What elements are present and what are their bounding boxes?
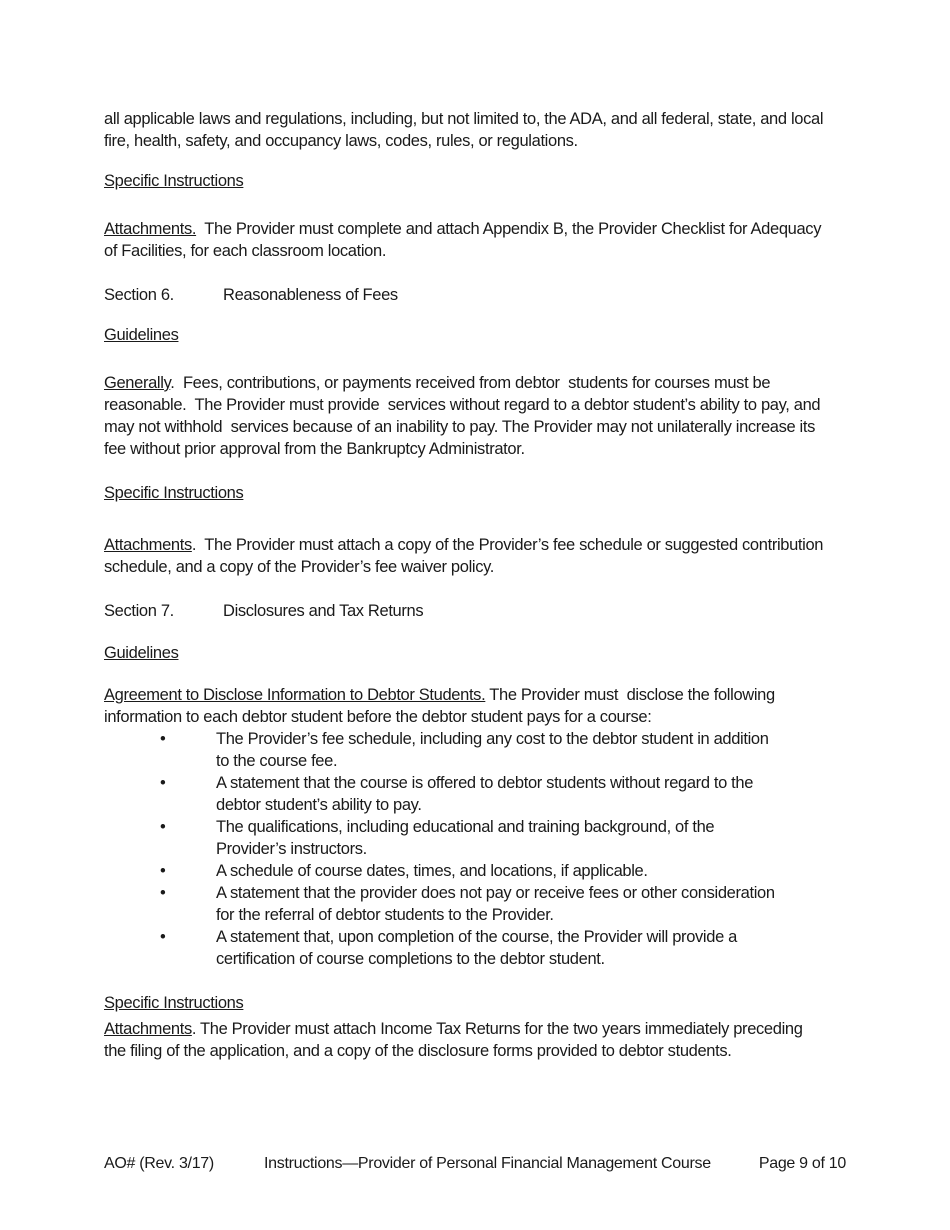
section-number: Section 7. <box>104 602 174 620</box>
list-item <box>104 728 784 772</box>
list-item-text: A schedule of course dates, times, and locations, if applicable. <box>216 862 648 880</box>
list-item-text: A statement that the provider does not pay or receive fees or other consideration for the referral of debtor students to the Provider. <box>216 884 775 924</box>
form-id: AO# (Rev. 3/17) <box>104 1155 214 1172</box>
generally-text: . Fees, contributions, or payments received from debtor students for courses must be reasonable. The Provider must provide services without regard to a debtor student’s ability to pay, and may not withhold services because of an inability to pay. The Provider may not unilaterally increase its fee without prior approval from the Bankruptcy Administrator. <box>104 374 825 458</box>
bullet-icon: • <box>160 730 166 748</box>
list-item-text: The qualifications, including educational and training background, of the Provider’s instructors. <box>216 818 715 858</box>
specific-instructions-heading: Specific Instructions <box>104 484 244 502</box>
list-item <box>104 816 784 860</box>
section-7-heading <box>104 600 824 622</box>
attachments-label: Attachments <box>104 536 192 554</box>
disclosure-list <box>104 728 824 970</box>
bullet-icon: • <box>160 862 166 880</box>
list-item <box>104 926 784 970</box>
bullet-icon: • <box>160 928 166 946</box>
attachments-text: . The Provider must attach Income Tax Returns for the two years immediately preceding the filing of the application, and a copy of the disclosure forms provided to debtor students. <box>104 1020 807 1060</box>
attachments-label: Attachments. <box>104 220 197 238</box>
intro-paragraph: all applicable laws and regulations, including, but not limited to, the ADA, and all federal, state, and local fire, health, safety, and occupancy laws, codes, rules, or regulations. <box>104 110 824 150</box>
list-item <box>104 882 784 926</box>
attachments-paragraph <box>104 1018 824 1062</box>
generally-label: Generally <box>104 374 171 392</box>
attachments-text: The Provider must complete and attach Appendix B, the Provider Checklist for Adequacy of Facilities, for each classroom location. <box>104 220 826 260</box>
list-item <box>104 860 784 882</box>
section-6-heading <box>104 284 824 306</box>
attachments-text: . The Provider must attach a copy of the Provider’s fee schedule or suggested contribution schedule, and a copy of the Provider’s fee waiver policy. <box>104 536 828 576</box>
list-item-text: A statement that, upon completion of the course, the Provider will provide a certification of course completions to the debtor student. <box>216 928 737 968</box>
guidelines-heading: Guidelines <box>104 644 179 662</box>
bullet-icon: • <box>160 884 166 902</box>
bullet-icon: • <box>160 818 166 836</box>
attachments-label: Attachments <box>104 1020 192 1038</box>
list-item-text: A statement that the course is offered to debtor students without regard to the debtor student’s ability to pay. <box>216 774 754 814</box>
attachments-paragraph <box>104 218 824 262</box>
generally-paragraph <box>104 372 824 460</box>
page-number: Page 9 of 10 <box>758 1155 846 1172</box>
bullet-icon: • <box>160 774 166 792</box>
page-footer <box>104 1154 846 1174</box>
specific-instructions-heading: Specific Instructions <box>104 172 244 190</box>
agreement-label: Agreement to Disclose Information to Debtor Students. <box>104 686 486 704</box>
specific-instructions-heading: Specific Instructions <box>104 994 244 1012</box>
section-number: Section 6. <box>104 286 174 304</box>
agreement-paragraph <box>104 684 824 728</box>
attachments-paragraph <box>104 534 828 578</box>
section-title: Disclosures and Tax Returns <box>223 602 424 620</box>
list-item <box>104 772 784 816</box>
document-body <box>104 108 828 1062</box>
section-title: Reasonableness of Fees <box>223 286 398 304</box>
agreement-text: The Provider must disclose the following information to each debtor student before the debtor student pays for a course: <box>104 686 780 726</box>
guidelines-heading: Guidelines <box>104 326 179 344</box>
document-title: Instructions—Provider of Personal Financial Management Course <box>264 1155 711 1172</box>
list-item-text: The Provider’s fee schedule, including any cost to the debtor student in addition to the course fee. <box>216 730 769 770</box>
